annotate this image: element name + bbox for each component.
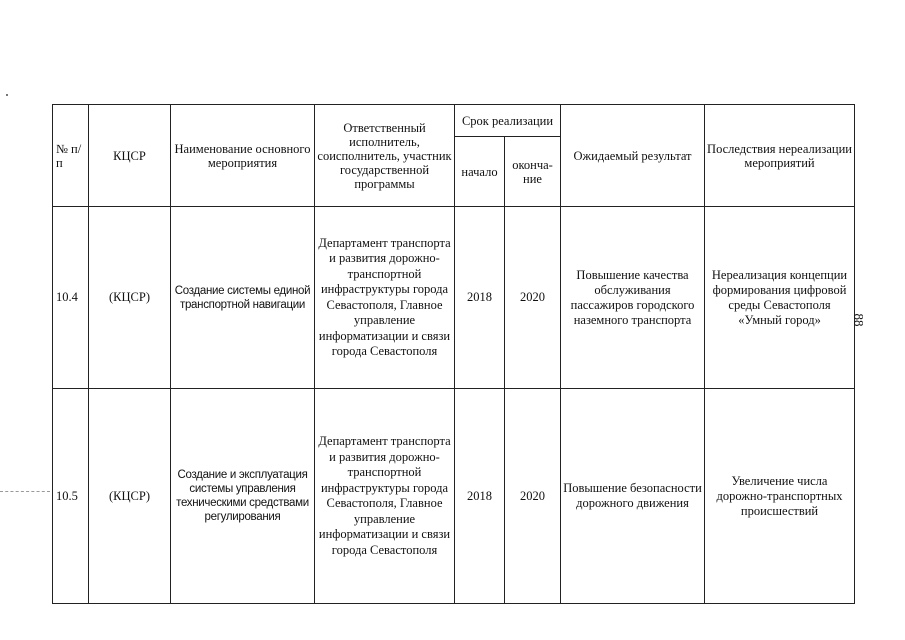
row-result: Повышение безопасности дорожного движения (561, 389, 705, 604)
header-num: № п/п (53, 105, 89, 207)
table-row (53, 389, 855, 604)
header-start: начало (455, 137, 505, 207)
header-consequences: Последствия нереализации мероприятий (705, 105, 855, 207)
page-number: 88 (851, 313, 867, 327)
row-end: 2020 (505, 207, 561, 389)
row-kcsr: (КЦСР) (89, 207, 171, 389)
row-kcsr: (КЦСР) (89, 389, 171, 604)
row-consequences: Увеличение числа дорожно-транспортных происшествий (705, 389, 855, 604)
row-responsible: Департамент транспорта и развития дорожно-транспортной инфраструктуры города Севастополя, Главное управление информатизации и связи города Севастополя (315, 389, 455, 604)
row-num: 10.5 (53, 389, 89, 604)
row-responsible: Департамент транспорта и развития дорожно-транспортной инфраструктуры города Севастополя, Главное управление информатизации и связи города Севастополя (315, 207, 455, 389)
header-period: Срок реализации (455, 105, 561, 137)
header-row (53, 105, 855, 137)
row-start: 2018 (455, 389, 505, 604)
header-responsible: Ответственный исполнитель, соисполнитель, участник государственной программы (315, 105, 455, 207)
header-result: Ожидаемый результат (561, 105, 705, 207)
header-kcsr: КЦСР (89, 105, 171, 207)
row-name: Создание и эксплуатация системы управления техническими средствами регулирования (171, 389, 315, 604)
activities-table (52, 104, 855, 604)
header-name: Наименование основного мероприятия (171, 105, 315, 207)
row-consequences: Нереализация концепции формирования цифровой среды Севастополя «Умный город» (705, 207, 855, 389)
row-num: 10.4 (53, 207, 89, 389)
scan-dash-mark (0, 491, 50, 492)
row-end: 2020 (505, 389, 561, 604)
header-end: оконча-ние (505, 137, 561, 207)
row-start: 2018 (455, 207, 505, 389)
row-name: Создание системы единой транспортной навигации (171, 207, 315, 389)
scan-speck (6, 94, 8, 96)
row-result: Повышение качества обслуживания пассажиров городского наземного транспорта (561, 207, 705, 389)
table-row (53, 207, 855, 389)
